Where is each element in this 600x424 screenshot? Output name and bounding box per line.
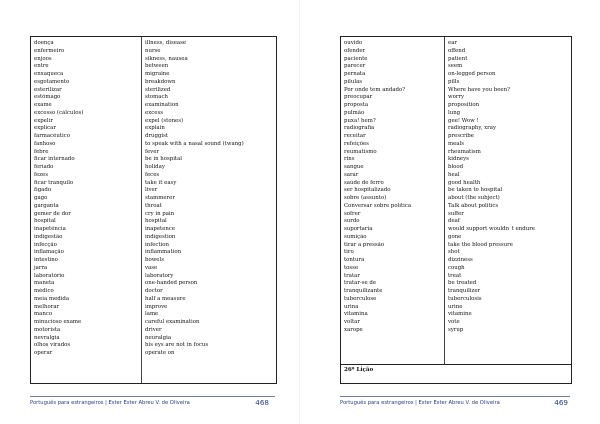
vocab-entry: tirar a pressão xyxy=(344,241,385,248)
vocab-entry: rheumatism xyxy=(448,148,481,155)
vocab-entry: Where have you been? xyxy=(448,86,510,93)
vocab-entry: radiography, xray xyxy=(448,125,497,132)
vocab-entry: xarope xyxy=(344,326,363,333)
vocab-entry: sterilized xyxy=(145,86,171,93)
vocab-entry: sarar xyxy=(344,171,359,178)
vocab-entry: would support wouldn´t endure xyxy=(448,226,535,232)
vocab-entry: nurse xyxy=(145,47,161,54)
vocab-entry: sofrer xyxy=(344,210,361,217)
vocab-entry: meia medida xyxy=(34,295,70,302)
vocab-entry: explicar xyxy=(34,125,56,132)
vocab-entry: laboratório xyxy=(34,272,65,279)
vocab-entry: urine xyxy=(448,303,463,310)
vocab-entry: feces xyxy=(145,171,160,178)
vocab-entry: patient xyxy=(448,55,468,62)
vocab-entry: tranquilizante xyxy=(344,288,383,294)
vocab-entry: liver xyxy=(145,187,158,194)
vocab-entry: gago xyxy=(34,195,48,201)
vocab-entry: inflamação xyxy=(34,249,64,256)
vocab-entry: explain xyxy=(145,125,165,132)
vocab-entry: neuralgia xyxy=(145,334,172,341)
vocab-entry: shot xyxy=(448,249,460,256)
vocab-entry: migraine xyxy=(145,71,170,77)
vocab-entry: sumição xyxy=(344,233,367,240)
vocab-entry: worry xyxy=(448,94,465,101)
vocab-entry: illness, disease xyxy=(145,40,187,46)
lesson-divider xyxy=(341,364,571,365)
vocab-entry: take it easy xyxy=(145,179,177,186)
vocab-entry: holiday xyxy=(145,164,165,170)
vocab-entry: pílulas xyxy=(344,78,363,85)
vocab-entry: refeições xyxy=(344,140,369,147)
vocab-entry: tuberculose xyxy=(344,295,377,302)
vocab-entry: excesso (cálculos) xyxy=(34,109,84,116)
vocab-entry: treat xyxy=(448,272,462,279)
vocab-entry: fezes xyxy=(34,171,48,178)
vocab-entry: druggist xyxy=(145,133,169,139)
vocab-entry: farmacêutico xyxy=(34,133,70,139)
portuguese-column-left xyxy=(31,37,142,383)
vocab-entry: Por onde tem andado? xyxy=(344,86,406,93)
vocab-entry: gone xyxy=(448,233,462,240)
vocab-entry: pulmão xyxy=(344,109,365,116)
vocabulary-table-right xyxy=(340,36,572,384)
english-column-left xyxy=(142,37,276,383)
vocab-entry: driver xyxy=(145,326,162,333)
vocab-entry: offend xyxy=(448,47,466,54)
vocab-entry: fígado xyxy=(34,187,52,194)
vocab-entry: indigestion xyxy=(145,233,176,240)
footer-text-left: Português para estrangeiros | Ester Ester Abreu V. de Oliveira xyxy=(30,400,190,406)
vocab-entry: Talk about politics xyxy=(448,202,499,209)
vocab-entry: prescribe xyxy=(448,133,474,139)
vocab-entry: laboratory xyxy=(145,272,174,279)
vocab-entry: motorista xyxy=(34,326,61,333)
vocab-entry: bowels xyxy=(145,257,164,263)
portuguese-column-right xyxy=(341,37,445,364)
vocab-entry: indigestão xyxy=(34,233,63,240)
vocab-entry: improve xyxy=(145,303,168,310)
vocab-entry: tiro xyxy=(344,249,354,256)
vocab-entry: expelir xyxy=(34,117,53,124)
vocab-entry: inapetência xyxy=(34,226,66,232)
vocab-entry: feriado xyxy=(34,164,54,170)
vocab-entry: infection xyxy=(145,241,170,248)
english-column-right xyxy=(445,37,571,364)
vocab-entry: ofender xyxy=(344,47,366,54)
vocab-entry: tratar-se de xyxy=(344,280,377,287)
vocab-entry: doença xyxy=(34,40,54,46)
vocab-entry: excess xyxy=(145,109,163,116)
page-number-right: 469 xyxy=(554,398,568,407)
vocab-entry: tosse xyxy=(344,264,359,271)
vocab-entry: his eys are not in focus xyxy=(145,342,209,349)
vocab-entry: between xyxy=(145,63,169,70)
vocab-entry: gemer de dor xyxy=(34,210,71,217)
vocab-entry: kidneys xyxy=(448,156,469,163)
vocab-entry: be treated xyxy=(448,280,477,287)
vocab-entry: paciente xyxy=(344,55,368,62)
vocab-entry: vase xyxy=(145,264,158,271)
vocab-entry: stammerer xyxy=(145,195,175,201)
vocab-entry: ser hospitalizado xyxy=(344,187,391,194)
vocab-entry: fanhoso xyxy=(34,140,56,147)
vocab-entry: tratar xyxy=(344,272,360,279)
vocab-entry: puxa! hem? xyxy=(344,117,376,124)
vocab-entry: seem xyxy=(448,63,463,70)
vocab-entry: sobre (assunto) xyxy=(344,195,387,201)
vocab-entry: entre xyxy=(34,63,49,70)
vocabulary-table-left xyxy=(30,36,277,384)
vocab-entry: infecção xyxy=(34,241,57,248)
vocab-entry: careful examination xyxy=(145,319,200,325)
vocab-entry: operate on xyxy=(145,350,175,356)
vocab-entry: ear xyxy=(448,40,457,46)
vocab-entry: estômago xyxy=(34,94,61,101)
vocab-entry: vitamine xyxy=(448,311,472,318)
vocab-entry: ficar tranquilo xyxy=(34,179,74,186)
vocab-entry: dizziness xyxy=(448,257,473,263)
vocab-entry: half a measure xyxy=(145,295,186,302)
vocab-entry: heal xyxy=(448,171,460,178)
vocab-entry: lung xyxy=(448,109,461,116)
vocab-entry: olhos virados xyxy=(34,342,71,349)
vocab-entry: parecer xyxy=(344,63,366,70)
vocab-entry: one-handed person xyxy=(145,280,198,287)
vocab-entry: maneta xyxy=(34,280,55,287)
vocab-entry: vitamina xyxy=(344,311,368,318)
right-page xyxy=(300,0,600,424)
vocab-entry: surdo xyxy=(344,218,360,225)
vocab-entry: examination xyxy=(145,102,179,108)
vocab-entry: Conversar sobre política xyxy=(344,202,412,209)
footer-text-right: Português para estrangeiros | Ester Ester Abreu V. de Oliveira xyxy=(340,400,500,406)
vocab-entry: proposition xyxy=(448,102,480,108)
vocab-entry: be taken to hospital xyxy=(448,187,503,194)
vocab-entry: deaf xyxy=(448,218,460,225)
footer-left xyxy=(30,396,275,407)
vocab-entry: on-legged person xyxy=(448,71,496,77)
vocab-entry: pills xyxy=(448,78,460,85)
vocab-entry: tuberculosis xyxy=(448,295,482,302)
vocab-entry: suportaria xyxy=(344,226,373,232)
vocab-entry: about (the subject) xyxy=(448,195,500,201)
vocab-entry: pernata xyxy=(344,71,366,77)
vocab-entry: to speak with a nasal sound (twang) xyxy=(145,140,244,147)
vocab-entry: voltar xyxy=(344,319,360,325)
vocab-entry: esterilizar xyxy=(34,86,62,93)
vocab-entry: rins xyxy=(344,156,355,163)
vocab-entry: proposta xyxy=(344,102,369,108)
vocab-entry: médico xyxy=(34,288,54,294)
vocab-entry: inflammation xyxy=(145,249,182,256)
vocab-entry: preocupar xyxy=(344,94,373,101)
vocab-entry: operar xyxy=(34,350,53,356)
vocab-entry: garganta xyxy=(34,202,59,209)
vocab-entry: stomach xyxy=(145,94,168,101)
vocab-entry: saúde de ferro xyxy=(344,179,384,186)
vocab-entry: esgotamento xyxy=(34,78,70,85)
vocab-entry: intestino xyxy=(34,257,58,263)
vocab-entry: tontura xyxy=(344,257,365,263)
vocab-entry: cry in pain xyxy=(145,210,175,217)
vocab-entry: be in hospital xyxy=(145,156,183,163)
vocab-entry: melhorar xyxy=(34,303,60,310)
vocab-entry: enxaqueca xyxy=(34,71,64,77)
vocab-entry: reumatismo xyxy=(344,148,377,155)
vocab-entry: doctor xyxy=(145,288,163,294)
vocab-entry: hospital xyxy=(145,218,167,225)
vocab-entry: blood xyxy=(448,164,464,170)
vocab-entry: vote xyxy=(448,319,460,325)
vocab-entry: good health xyxy=(448,179,481,186)
vocab-entry: radiografia xyxy=(344,125,375,132)
vocab-entry: exame xyxy=(34,102,52,108)
vocab-entry: breakdown xyxy=(145,78,176,85)
vocab-entry: suffer xyxy=(448,210,464,217)
lesson-label: 26ª Lição xyxy=(344,367,374,373)
vocab-entry: ficar internado xyxy=(34,156,75,163)
footer-right xyxy=(340,396,570,407)
vocab-entry: jarra xyxy=(34,264,48,271)
vocab-entry: expel (stones) xyxy=(145,117,184,124)
vocab-entry: gee! Wow ! xyxy=(448,117,479,124)
vocab-entry: take the blood pressure xyxy=(448,241,513,248)
vocab-entry: ouvido xyxy=(344,40,363,46)
vocab-entry: syrup xyxy=(448,326,464,333)
vocab-entry: enfermeiro xyxy=(34,47,65,54)
vocab-entry: receitar xyxy=(344,133,366,139)
vocab-entry: meals xyxy=(448,140,465,147)
vocab-entry: tranquilizer xyxy=(448,288,481,294)
vocab-entry: fever xyxy=(145,148,159,155)
vocab-entry: manco xyxy=(34,311,53,318)
vocab-entry: febre xyxy=(34,148,49,155)
vocab-entry: throat xyxy=(145,202,162,209)
vocab-entry: urina xyxy=(344,303,359,310)
vocab-entry: sikness, nausea xyxy=(145,55,188,62)
vocab-entry: lame xyxy=(145,311,159,318)
vocab-entry: inapetence xyxy=(145,226,176,232)
vocab-entry: minucioso exame xyxy=(34,319,82,325)
vocab-entry: nevralgia xyxy=(34,334,60,341)
page-number-left: 468 xyxy=(255,398,269,407)
vocab-entry: sangue xyxy=(344,164,364,170)
vocab-entry: enjoos xyxy=(34,55,52,62)
vocab-entry: hospital xyxy=(34,218,56,225)
vocab-entry: cough xyxy=(448,264,465,271)
